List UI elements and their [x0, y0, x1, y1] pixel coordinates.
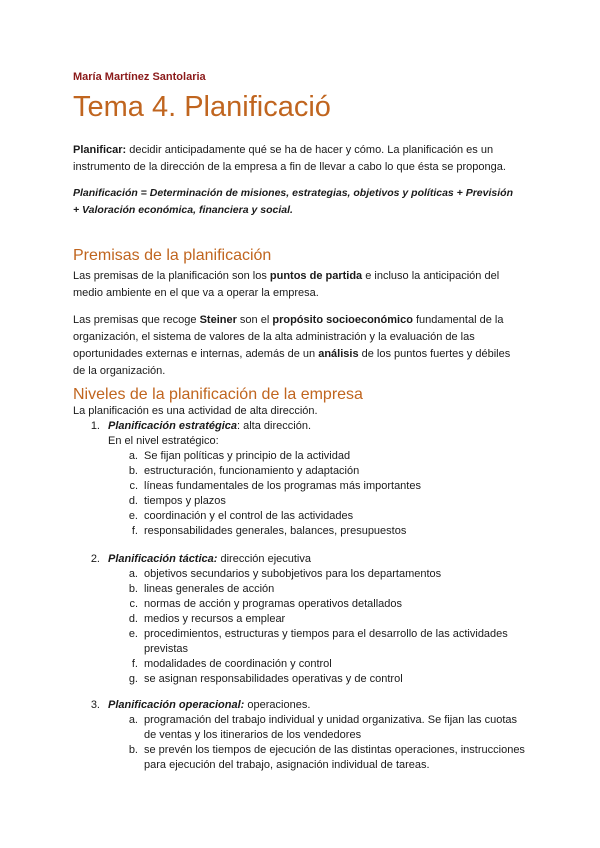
list-marker: b.: [128, 583, 138, 595]
list-marker: b.: [128, 465, 138, 477]
bold-run: Steiner: [199, 314, 237, 326]
intro-term: Planificar:: [73, 144, 127, 156]
list-number: 3.: [90, 699, 100, 711]
niveles-intro: La planificación es una actividad de alta dirección.: [73, 405, 318, 417]
list-marker: c.: [129, 598, 138, 610]
bold-run: análisis: [318, 348, 359, 360]
text-run: Las premisas que recoge: [73, 314, 200, 326]
text-run: de los puntos fuertes y débiles de la organización.: [73, 348, 511, 377]
list-item: objetivos secundarios y subobjetivos para los departamentos: [144, 568, 442, 580]
bold-run: propósito socioeconómico: [272, 314, 413, 326]
text-run: e incluso la anticipación del medio ambiente en el que va a operar la empresa.: [73, 270, 500, 299]
list-marker: c.: [129, 480, 138, 492]
list-marker: f.: [131, 658, 138, 670]
level-name: Planificación táctica:: [108, 553, 218, 565]
list-marker: b.: [128, 744, 138, 756]
list-marker: a.: [128, 568, 138, 580]
list-item: responsabilidades generales, balances, presupuestos: [144, 525, 407, 537]
bold-run: puntos de partida: [269, 270, 363, 282]
document-title: Tema 4. Planificació: [73, 91, 331, 123]
list-item: medios y recursos a emplear: [144, 613, 286, 625]
list-item: coordinación y el control de las actividades: [144, 510, 354, 522]
premisas-paragraph-1: [73, 268, 523, 302]
list-item: lineas generales de acción: [144, 583, 275, 595]
list-marker: a.: [128, 714, 138, 726]
list-item: normas de acción y programas operativos detallados: [144, 598, 403, 610]
section-heading-premisas: Premisas de la planificación: [73, 247, 272, 264]
level-2-heading: [108, 552, 311, 567]
list-marker: e.: [128, 510, 138, 522]
list-marker: a.: [128, 450, 138, 462]
list-item: Se fijan políticas y principio de la actividad: [144, 450, 351, 462]
level-3-heading: [108, 698, 310, 713]
premisas-paragraph-2: [73, 312, 523, 380]
section-heading-niveles: Niveles de la planificación de la empresa: [73, 386, 363, 403]
level-name: Planificación operacional:: [108, 699, 245, 711]
list-number: 2.: [90, 553, 100, 565]
planning-formula: Planificación = Determinación de misiones, estrategias, objetivos y políticas + Previsión + Valoración económica, financiera y social.: [73, 187, 513, 216]
list-item: líneas fundamentales de los programas más importantes: [144, 480, 421, 492]
list-marker: e.: [128, 628, 138, 640]
list-item: procedimientos, estructuras y tiempos para el desarrollo de las actividades previstas: [144, 628, 508, 655]
list-marker: d.: [128, 613, 138, 625]
list-item: se prevén los tiempos de ejecución de las distintas operaciones, instrucciones para ejecución del trabajo, asignación individual de tareas.: [144, 744, 525, 771]
text-run: son el: [236, 314, 273, 326]
list-marker: f.: [131, 525, 138, 537]
intro-paragraph: [73, 142, 523, 176]
level-description: operaciones.: [247, 699, 311, 711]
list-item: estructuración, funcionamiento y adaptación: [144, 465, 360, 477]
level-name: Planificación estratégica: [108, 420, 237, 432]
list-marker: d.: [128, 495, 138, 507]
level-description: dirección ejecutiva: [220, 553, 311, 565]
level-1-heading: [108, 419, 311, 434]
text-run: fundamental de la organización, el sistema de valores de la alta administración y la evaluación de las oportunidades externas e internas, además de un: [73, 314, 504, 360]
list-item: programación del trabajo individual y unidad organizativa. Se fijan las cuotas de ventas y los itinerarios de los vendedores: [144, 714, 518, 741]
list-marker: g.: [128, 673, 138, 685]
intro-text: decidir anticipadamente qué se ha de hacer y cómo. La planificación es un instrumento de la dirección de la empresa a fin de llevar a cabo lo que ésta se proponga.: [73, 144, 506, 173]
level-description: alta dirección.: [243, 420, 311, 432]
separator: :: [237, 420, 244, 432]
level-1-sub-intro: En el nivel estratégico:: [108, 435, 219, 447]
text-run: Las premisas de la planificación son los: [73, 270, 270, 282]
list-item: modalidades de coordinación y control: [144, 658, 332, 670]
list-item: se asignan responsabilidades operativas y de control: [144, 673, 403, 685]
list-item: tiempos y plazos: [144, 495, 226, 507]
list-number: 1.: [90, 420, 100, 432]
author-name: María Martínez Santolaria: [73, 71, 206, 83]
